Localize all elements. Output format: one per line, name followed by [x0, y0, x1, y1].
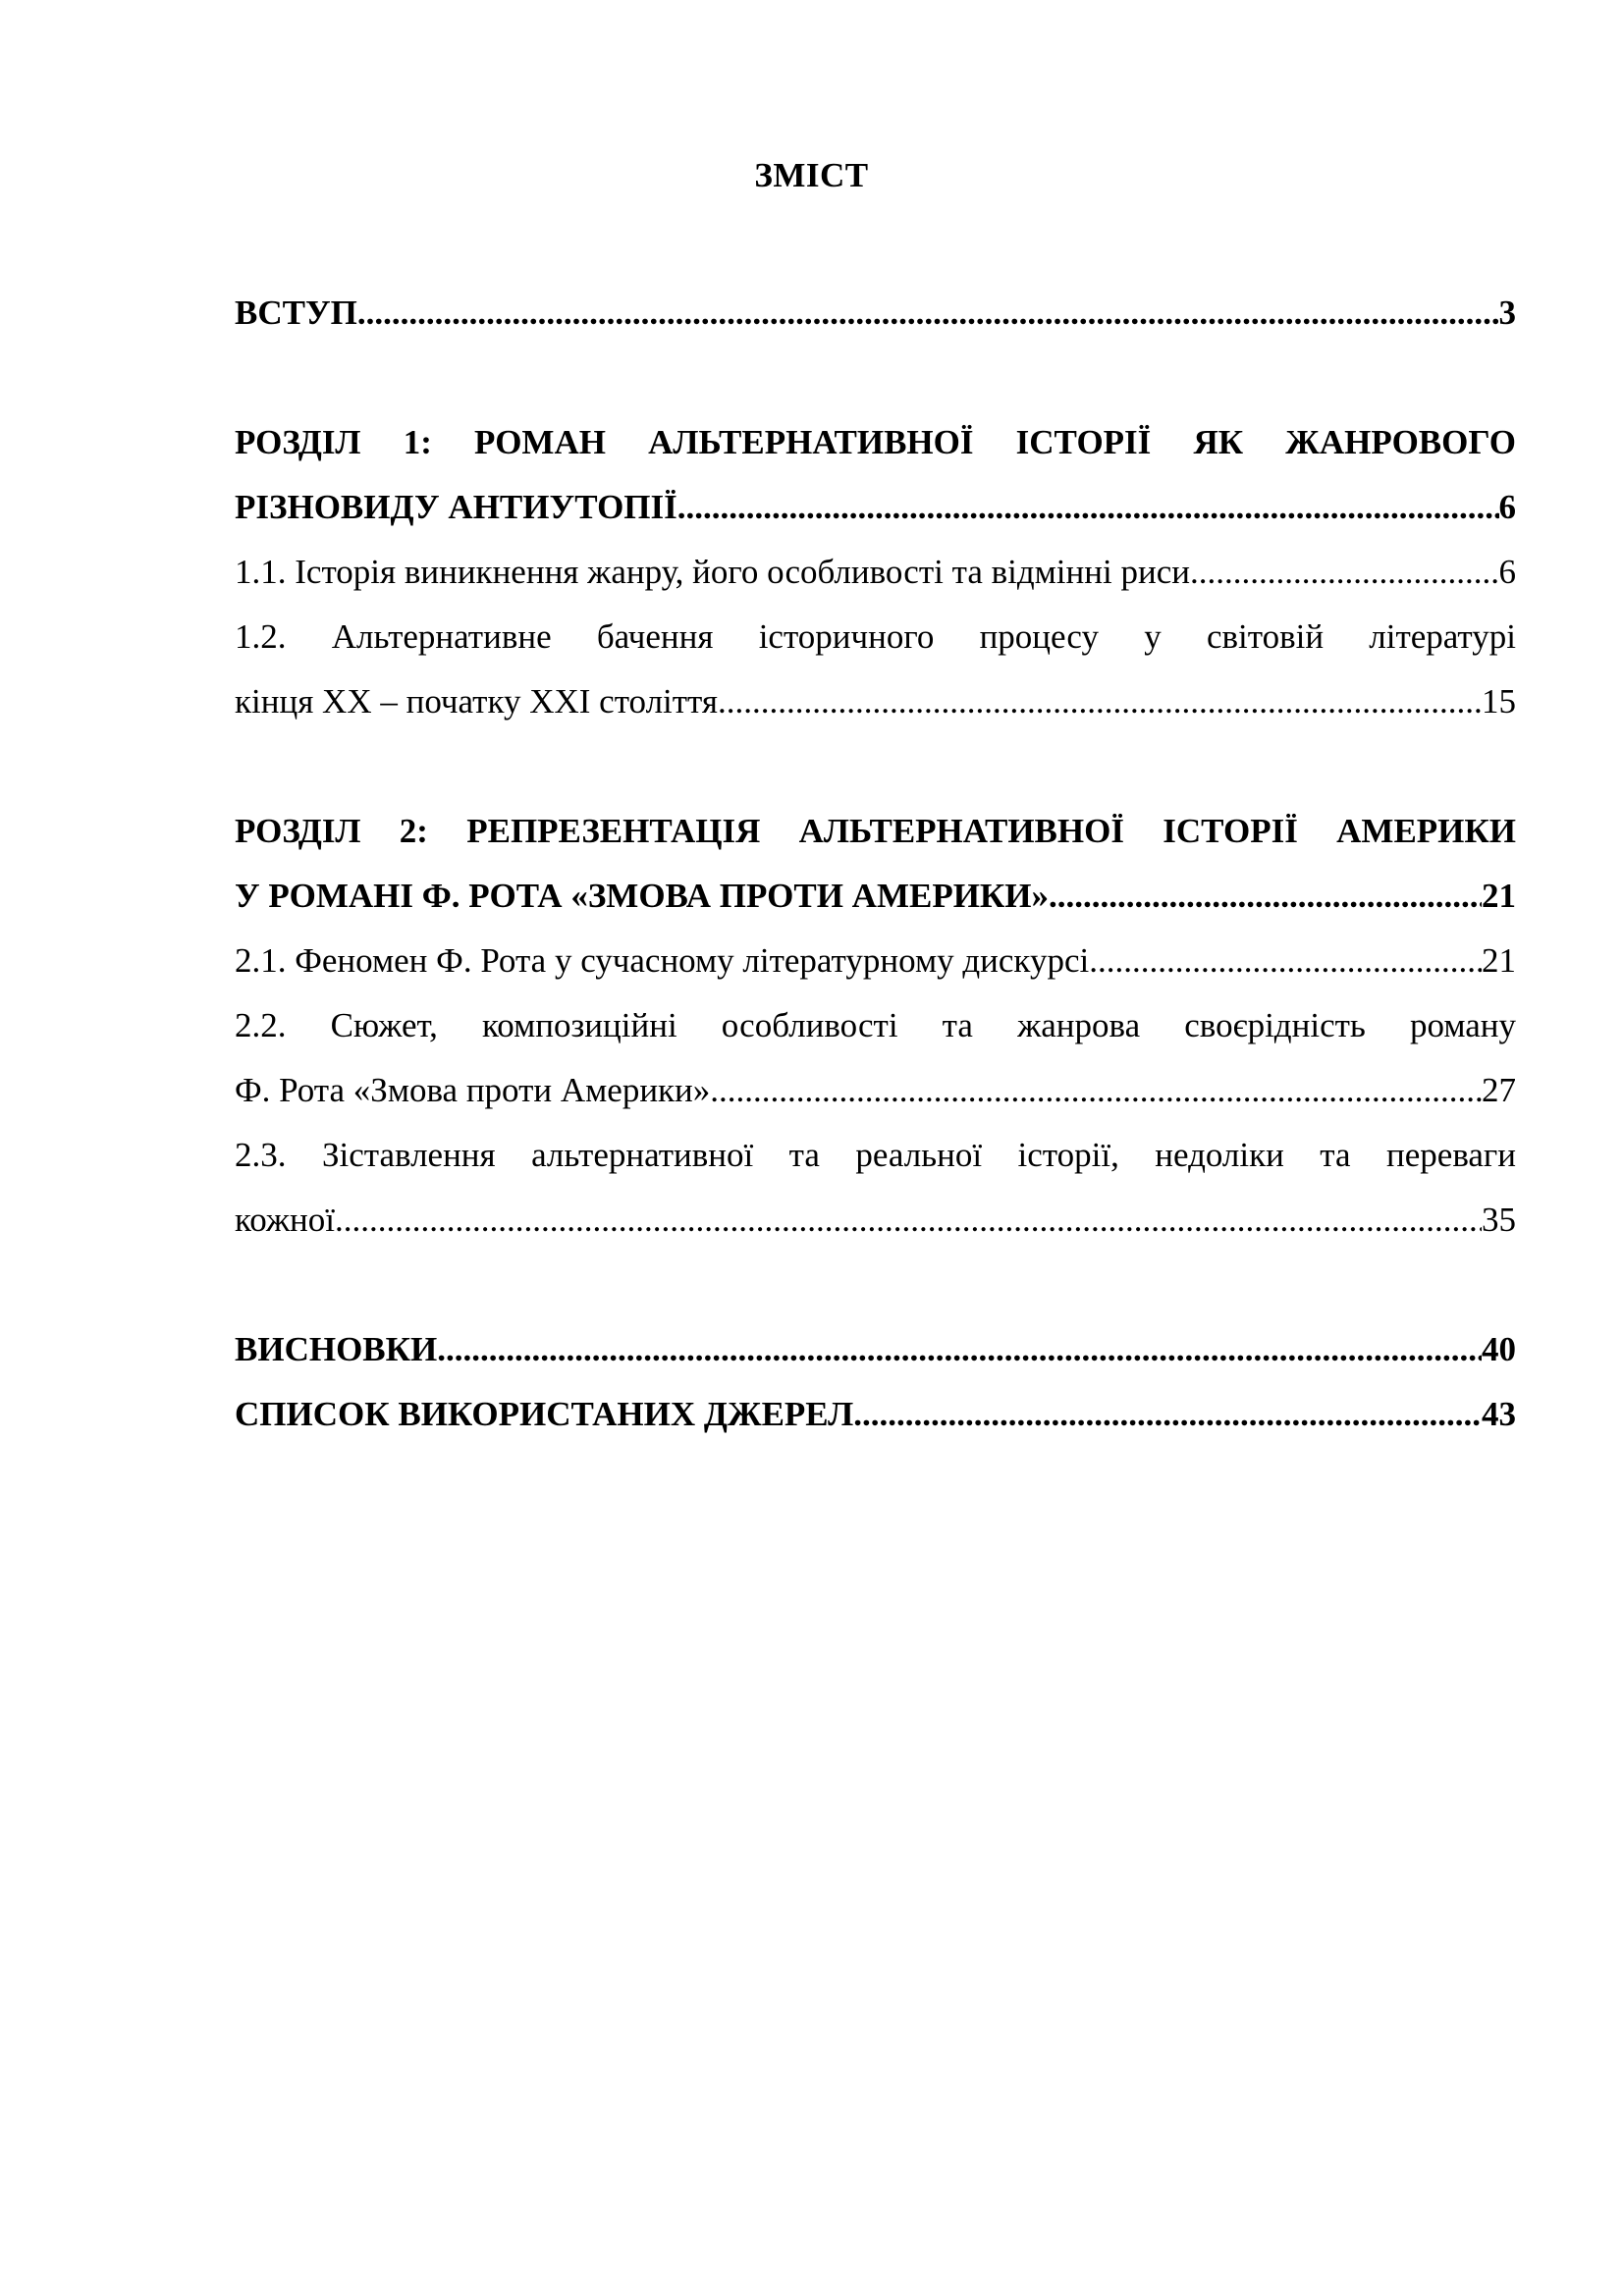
dot-leader [710, 1058, 1482, 1123]
toc-entry-section-2-1[interactable] [235, 929, 1516, 993]
toc-entry-chapter-1-line-1[interactable]: РОЗДІЛ 1: РОМАН АЛЬТЕРНАТИВНОЇ ІСТОРІЇ ЯК ЖАНРОВОГО [235, 423, 1516, 461]
toc-page-number: 6 [1498, 553, 1516, 591]
toc-page-number: 35 [1482, 1201, 1516, 1239]
toc-page-number: 15 [1482, 682, 1516, 721]
toc-entry-section-1-2-line-1[interactable]: 1.2. Альтернативне бачення історичного процесу у світовій літературі [235, 617, 1516, 656]
toc-entry-chapter-2-line-1[interactable]: РОЗДІЛ 2: РЕПРЕЗЕНТАЦІЯ АЛЬТЕРНАТИВНОЇ ІСТОРІЇ АМЕРИКИ [235, 812, 1516, 850]
dot-leader [1049, 864, 1482, 929]
toc-entry-section-2-2-line-2[interactable] [235, 1058, 1516, 1123]
toc-entry-section-1-2-line-2[interactable] [235, 669, 1516, 734]
dot-leader [357, 281, 1499, 346]
toc-entry-label: 1.1. Історія виникнення жанру, його особливості та відмінні риси [235, 553, 1190, 591]
toc-entry-label: ВСТУП [235, 294, 357, 332]
toc-page-number: 21 [1482, 877, 1516, 915]
toc-entry-label: ВИСНОВКИ [235, 1330, 438, 1368]
toc-page-number: 27 [1482, 1071, 1516, 1109]
dot-leader [335, 1188, 1482, 1253]
toc-entry-label: СПИСОК ВИКОРИСТАНИХ ДЖЕРЕЛ [235, 1395, 854, 1433]
dot-leader [1190, 540, 1499, 605]
toc-entry-label: Ф. Рота «Змова проти Америки» [235, 1071, 711, 1109]
toc-page-number: 40 [1482, 1330, 1516, 1368]
toc-page-number: 6 [1498, 488, 1516, 526]
toc-entry-label: кожної [235, 1201, 335, 1239]
toc-page-number: 21 [1482, 941, 1516, 980]
toc-entry-sources[interactable] [235, 1382, 1516, 1447]
toc-entry-section-2-2-line-1[interactable]: 2.2. Сюжет, композиційні особливості та жанрова своєрідність роману [235, 1006, 1516, 1044]
toc-page-number: 43 [1482, 1395, 1516, 1433]
toc-page-number: 3 [1498, 294, 1516, 332]
dot-leader [437, 1317, 1482, 1382]
toc-entry-section-2-3-line-1[interactable]: 2.3. Зіставлення альтернативної та реальної історії, недоліки та переваги [235, 1136, 1516, 1174]
toc-entry-label: У РОМАНІ Ф. РОТА «ЗМОВА ПРОТИ АМЕРИКИ» [235, 877, 1050, 915]
dot-leader [718, 669, 1482, 734]
toc-entry-conclusions[interactable] [235, 1317, 1516, 1382]
page-title: ЗМІСТ [754, 156, 869, 194]
dot-leader [1089, 929, 1482, 993]
toc-entry-label: 2.1. Феномен Ф. Рота у сучасному літературному дискурсі [235, 941, 1090, 980]
toc-entry-label: РІЗНОВИДУ АНТИУТОПІЇ [235, 488, 677, 526]
toc-entry-section-2-3-line-2[interactable] [235, 1188, 1516, 1253]
dot-leader [853, 1382, 1482, 1447]
toc-entry-section-1-1[interactable] [235, 540, 1516, 605]
dot-leader [677, 475, 1499, 540]
toc-entry-chapter-2-line-2[interactable] [235, 864, 1516, 929]
toc-entry-intro[interactable] [235, 281, 1516, 346]
toc-entry-chapter-1-line-2[interactable] [235, 475, 1516, 540]
toc-entry-label: кінця ХХ – початку ХХІ століття [235, 682, 718, 721]
